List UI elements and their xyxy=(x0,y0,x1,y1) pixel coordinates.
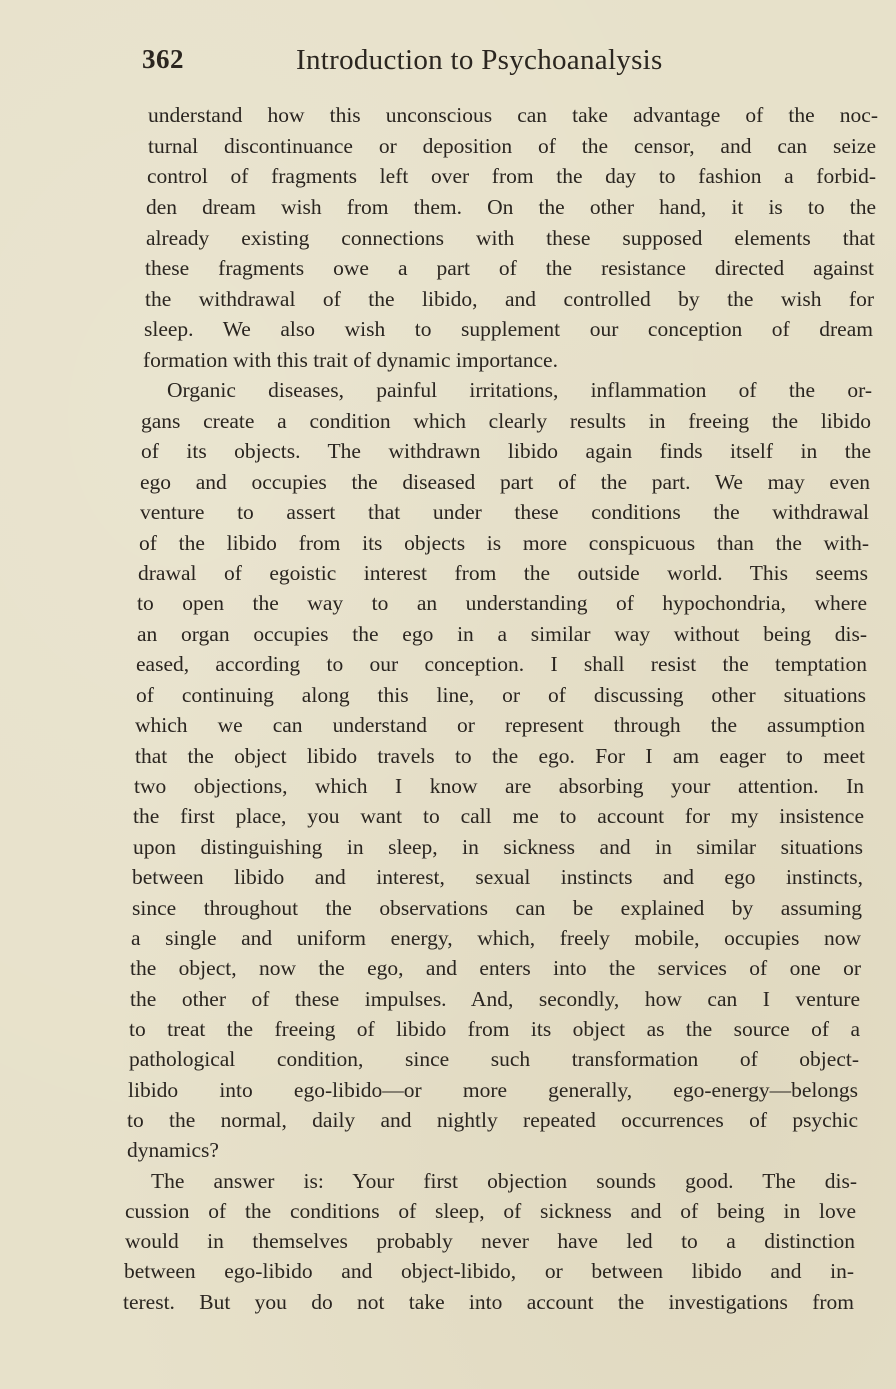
text-line: control of fragments left over from the day to fashion a forbid- xyxy=(147,164,876,188)
text-line: the other of these impulses. And, secondly, how can I venture xyxy=(130,987,860,1011)
text-line: of continuing along this line, or of discussing other situations xyxy=(136,683,866,707)
text-line: cussion of the conditions of sleep, of sickness and of being in love xyxy=(125,1199,856,1223)
text-line: the object, now the ego, and enters into the services of one or xyxy=(130,956,861,980)
text-line: to the normal, daily and nightly repeated occurrences of psychic xyxy=(127,1108,858,1132)
text-line: The answer is: Your first objection sounds good. The dis- xyxy=(151,1169,857,1193)
text-line: an organ occupies the ego in a similar way without being dis- xyxy=(137,622,867,646)
text-line: ego and occupies the diseased part of the part. We may even xyxy=(140,470,870,494)
running-title: Introduction to Psychoanalysis xyxy=(296,44,663,76)
text-line: turnal discontinuance or deposition of the censor, and can seize xyxy=(148,134,876,158)
text-line: venture to assert that under these conditions the withdrawal xyxy=(140,500,869,524)
text-line: the withdrawal of the libido, and controlled by the wish for xyxy=(145,287,874,311)
text-line: would in themselves probably never have led to a distinction xyxy=(125,1229,855,1253)
text-line: den dream wish from them. On the other hand, it is to the xyxy=(146,195,876,219)
text-line: between libido and interest, sexual instincts and ego instincts, xyxy=(132,865,863,889)
text-line: the first place, you want to call me to account for my insistence xyxy=(133,804,864,828)
text-line: sleep. We also wish to supplement our conception of dream xyxy=(144,317,873,341)
text-line: upon distinguishing in sleep, in sickness and in similar situations xyxy=(133,835,863,859)
text-line: formation with this trait of dynamic importance. xyxy=(143,348,558,372)
text-line: drawal of egoistic interest from the outside world. This seems xyxy=(138,561,868,585)
text-line: already existing connections with these supposed elements that xyxy=(146,226,875,250)
text-line: gans create a condition which clearly results in freeing the libido xyxy=(141,409,871,433)
text-line: dynamics? xyxy=(127,1138,219,1162)
text-line: Organic diseases, painful irritations, inflammation of the or- xyxy=(167,378,872,402)
text-line: since throughout the observations can be explained by assuming xyxy=(132,896,862,920)
text-line: understand how this unconscious can take advantage of the noc- xyxy=(148,103,878,127)
text-line: to treat the freeing of libido from its object as the source of a xyxy=(129,1017,860,1041)
text-line: of its objects. The withdrawn libido again finds itself in the xyxy=(141,439,871,463)
text-line: to open the way to an understanding of hypochondria, where xyxy=(137,591,867,615)
text-line: pathological condition, since such transformation of object- xyxy=(129,1047,859,1071)
text-line: a single and uniform energy, which, freely mobile, occupies now xyxy=(131,926,861,950)
text-line: between ego-libido and object-libido, or between libido and in- xyxy=(124,1259,854,1283)
text-line: which we can understand or represent through the assumption xyxy=(135,713,865,737)
text-line: two objections, which I know are absorbing your attention. In xyxy=(134,774,864,798)
text-line: libido into ego-libido—or more generally, ego-energy—belongs xyxy=(128,1078,858,1102)
page-number: 362 xyxy=(142,44,184,74)
text-line: terest. But you do not take into account the investigations from xyxy=(123,1290,854,1314)
text-line: that the object libido travels to the ego. For I am eager to meet xyxy=(135,744,865,768)
text-line: these fragments owe a part of the resistance directed against xyxy=(145,256,874,280)
text-line: of the libido from its objects is more conspicuous than the with- xyxy=(139,531,869,555)
text-line: eased, according to our conception. I shall resist the temptation xyxy=(136,652,867,676)
